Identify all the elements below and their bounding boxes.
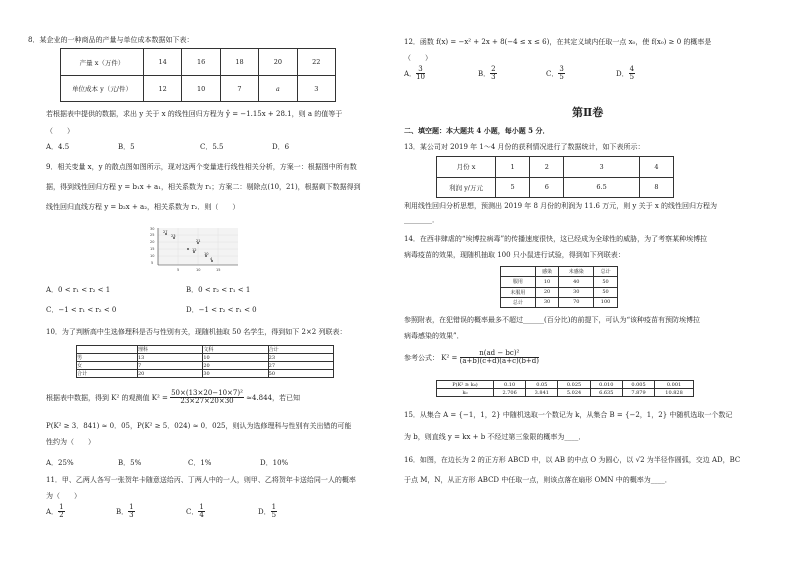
x-tick: 5 (177, 268, 180, 272)
cell: 3.841 (526, 389, 558, 397)
formula-numerator: 50×(13×20−10×7)² (171, 389, 243, 397)
q10-line1: 10．为了判断高中生选修理科是否与性别有关，现随机抽取 50 名学生，得到如下 2×2 列联表： (46, 328, 347, 336)
denominator: 4 (199, 511, 204, 520)
cell: 6 (530, 177, 564, 198)
cell: 27 (268, 362, 333, 370)
q11-option-a (46, 504, 65, 520)
q9-option-b: B．0 < r₂ < r₁ < 1 (186, 286, 251, 294)
q8-cell: 14 (144, 49, 182, 76)
q10-option-c: C．1% (188, 459, 212, 467)
formula-numerator: n(ad − bc)² (460, 350, 539, 358)
q14-line3: 参照附表，在犯错误的概率最多不超过______(百分比)的前提下，可认为“该种疫苗有预防埃博拉 (404, 316, 701, 324)
numerator: 4 (629, 65, 635, 73)
numerator: 1 (59, 503, 64, 511)
q13-row1-label: 月份 x (437, 157, 496, 178)
cell: 女 (77, 362, 138, 370)
option-fraction (198, 504, 204, 520)
q12-option-c (546, 66, 565, 82)
point-label: 12 (192, 248, 197, 252)
cell: 100 (594, 297, 618, 307)
cell: 理科 (138, 346, 203, 354)
q10-table (76, 345, 334, 378)
cell: 13 (138, 354, 203, 362)
cell: 50 (594, 277, 618, 287)
cell: 5 (496, 177, 530, 198)
x-tick: 15 (216, 268, 221, 272)
q8-cell: 18 (220, 49, 258, 76)
reference-fraction (460, 350, 539, 366)
q8-cell: 3 (297, 76, 335, 102)
denominator: 3 (129, 511, 134, 520)
cell (77, 346, 138, 354)
reference-label: 参考公式： (404, 353, 439, 362)
q8-option-b: B．5 (118, 143, 135, 151)
cell: 10 (535, 277, 559, 287)
option-fraction (58, 504, 64, 520)
cell: 30 (203, 370, 268, 378)
cell: 未服用 (501, 287, 536, 297)
option-fraction (416, 66, 425, 82)
q13-line2: 利用线性回归分析思想，预测出 2019 年 8 月份的利润为 11.6 万元，则 y 关于 x 的线性回归方程为 (404, 202, 718, 210)
q14-reference-formula (404, 350, 539, 366)
q9-option-d: D．−1 < r₂ < r₁ < 0 (186, 306, 257, 314)
y-tick: 30 (150, 227, 155, 231)
q12-line1: 12．函数 f(x) = −x² + 2x + 8(−4 ≤ x ≤ 6)，在其定义域内任取一点 x₀，使 f(x₀) ≥ 0 的概率是 (404, 38, 712, 46)
part2-subtitle: 二、填空题：本大题共 4 小题，每小题 5 分． (404, 126, 550, 135)
numerator: 3 (416, 66, 425, 74)
q8-cell: 10 (182, 76, 220, 102)
k2-symbol: K² = (441, 353, 460, 362)
scatter-point (187, 248, 189, 250)
cell: 合计 (77, 370, 138, 378)
option-fraction (558, 66, 564, 82)
q8-row1-label: 产量 x（万件） (61, 49, 144, 76)
q15-line2: 为 b，则直线 y = kx + b 不经过第三象限的概率为____． (404, 433, 586, 441)
cell: 文科 (203, 346, 268, 354)
q10-option-d: D．10% (260, 459, 289, 467)
q8-question: 若根据表中提供的数据，求出 y 关于 x 的线性回归方程为 ŷ = −1.15x + 28.1，则 a 的值等于 (46, 110, 343, 118)
q9-line1: 9．相关变量 x，y 的散点图如图所示，现对这两个变量进行线性相关分析，方案一：根据图中所有数 (46, 163, 357, 171)
cell: 50 (268, 370, 333, 378)
cell: 6.5 (564, 177, 639, 198)
q13-line1: 13．某公司对 2019 年 1～4 月份的获利情况进行了数据统计，如下表所示： (404, 143, 645, 151)
cell: 3 (564, 157, 639, 178)
cell: 2.706 (494, 389, 526, 397)
cell: 男 (77, 354, 138, 362)
cell: 4 (639, 157, 673, 178)
point-label: 27 (163, 230, 168, 234)
q10-line3: P(K² ≥ 3．841) ≈ 0．05，P(K² ≥ 5．024) ≈ 0．025，则认为选修理科与性别有关出错的可能 (46, 422, 352, 430)
option-letter: B． (116, 507, 129, 516)
q10-option-a: A．25% (46, 459, 74, 467)
q8-cell: 12 (144, 76, 182, 102)
y-tick: 20 (150, 240, 155, 244)
denominator: 5 (559, 73, 564, 82)
formula-denominator: 23×27×20×30 (180, 397, 234, 406)
cell: 0.10 (494, 381, 526, 389)
q9-line3: 线性回归直线方程 y = b₂x + a₂，相关系数为 r₂．则（ ） (46, 203, 240, 211)
q12-paren: （ ） (404, 54, 432, 62)
q15-line1: 15．从集合 A = {−1，1，2} 中随机选取一个数记为 k，从集合 B = {−2，1，2} 中随机选取一个数记 (404, 411, 733, 419)
q14-line1: 14．在西非肆虐的“埃博拉病毒”的传播速度很快，这已经成为全球性的威胁，为了考察某种埃博拉 (404, 235, 708, 243)
point-label: 21 (196, 239, 201, 243)
cell: 0.001 (655, 381, 694, 389)
cell: P(K² ≥ k₀) (437, 381, 494, 389)
denominator: 10 (416, 73, 425, 82)
q12-option-d (616, 66, 635, 82)
q8-cell: 22 (297, 49, 335, 76)
cell: 感染 (535, 267, 559, 277)
y-tick: 25 (150, 233, 155, 237)
q12-option-b (478, 66, 497, 82)
denominator: 2 (59, 511, 64, 520)
x-tick: 10 (196, 268, 201, 272)
q8-table (60, 48, 336, 102)
q9-option-c: C．−1 < r₁ < r₂ < 0 (46, 306, 117, 314)
option-fraction (490, 66, 496, 82)
q11-option-c (186, 504, 205, 520)
q14-line2: 病毒疫苗的效果，现随机抽取 100 只小鼠进行试验，得到如下列联表： (404, 251, 625, 259)
cell: 50 (594, 287, 618, 297)
q10-formula (170, 390, 244, 406)
cell: 合计 (268, 346, 333, 354)
q8-option-a: A．4.5 (46, 143, 70, 151)
point-label: 23 (171, 234, 176, 238)
q8-option-c: C．5.5 (200, 143, 224, 151)
option-letter: B． (478, 69, 491, 78)
cell: 7.879 (622, 389, 654, 397)
y-tick: 10 (150, 254, 155, 258)
cell: 70 (559, 297, 594, 307)
cell: 6.635 (590, 389, 622, 397)
cell: k₀ (437, 389, 494, 397)
numerator: 1 (129, 503, 134, 511)
cell: 0.05 (526, 381, 558, 389)
q8-row2-label: 单位成本 y（元/件） (61, 76, 144, 102)
cell: 20 (203, 362, 268, 370)
cell: 5.024 (558, 389, 590, 397)
q9-line2: 据，得到线性回归方程 y = b₁x + a₁，相关系数为 r₁；方案二：剔除点(10，21)，根据剩下数据得到 (46, 183, 361, 191)
cell: 0.010 (590, 381, 622, 389)
q11-line1: 11．甲、乙两人各写一张贺年卡随意送给丙、丁两人中的一人，则甲、乙将贺年卡送给同一人的概率 (46, 476, 356, 484)
option-letter: A． (404, 69, 417, 78)
q8-paren: （ ） (46, 127, 74, 135)
option-fraction (629, 66, 635, 82)
denominator: 5 (271, 511, 277, 520)
q11-option-d (258, 504, 277, 520)
cell: 30 (535, 297, 559, 307)
cell: 总计 (501, 297, 536, 307)
q10-option-b: B．5% (118, 459, 142, 467)
q11-option-b (116, 504, 135, 520)
q8-cell: 16 (182, 49, 220, 76)
q8-cell: 7 (220, 76, 258, 102)
formula-denominator: (a+b)(c+d)(a+c)(b+d) (459, 357, 540, 366)
point-label: 4 (210, 257, 213, 261)
cell: 2 (530, 157, 564, 178)
q10-line4: 性约为（ ） (46, 438, 95, 446)
numerator: 3 (559, 65, 564, 73)
point-label: 10 (204, 252, 209, 256)
cell: 8 (639, 177, 673, 198)
option-letter: C． (546, 69, 559, 78)
option-fraction (271, 504, 277, 520)
numerator: 1 (199, 503, 204, 511)
q8-cell: a (259, 76, 297, 102)
q12-option-a (404, 66, 425, 82)
q14-table (500, 266, 618, 308)
cell: 0.005 (622, 381, 654, 389)
k2-symbol: K² = (151, 393, 171, 402)
q13-line3: ________． (404, 216, 439, 224)
cell: 未感染 (559, 267, 594, 277)
cell: 40 (559, 277, 594, 287)
q10-line2 (46, 390, 300, 406)
option-letter: D． (616, 69, 629, 78)
q16-line2: 于点 M，N，从正方形 ABCD 中任取一点，则该点落在扇形 OMN 中的概率为____． (404, 476, 672, 484)
denominator: 3 (491, 73, 496, 82)
cell: 7 (138, 362, 203, 370)
cell: 20 (138, 370, 203, 378)
numerator: 2 (491, 65, 496, 73)
q10-formula-tail: ≈4.844，若已知 (246, 393, 301, 402)
cell: 1 (496, 157, 530, 178)
q11-line2: 为（ ） (46, 492, 81, 500)
cell: 23 (268, 354, 333, 362)
q8-text: 8．某企业的一种商品的产量与单位成本数据如下表： (28, 36, 194, 44)
cell: 0.025 (558, 381, 590, 389)
denominator: 5 (629, 73, 635, 82)
q9-option-a: A．0 < r₁ < r₂ < 1 (46, 286, 111, 294)
q10-line2-text: 根据表中数据，得到 K² 的观测值 (46, 393, 150, 402)
q14-reference-table (436, 380, 694, 397)
q13-row2-label: 利润 y/万元 (437, 177, 496, 198)
y-tick: 5 (151, 261, 154, 265)
part2-title: 第Ⅱ卷 (572, 106, 604, 119)
q8-cell: 20 (259, 49, 297, 76)
y-tick: 15 (150, 247, 155, 251)
cell: 服用 (501, 277, 536, 287)
q13-table (436, 156, 674, 198)
numerator: 1 (271, 503, 277, 511)
option-letter: A． (46, 507, 59, 516)
cell: 10.828 (655, 389, 694, 397)
cell (501, 267, 536, 277)
option-letter: D． (258, 507, 271, 516)
cell: 30 (559, 287, 594, 297)
cell: 20 (535, 287, 559, 297)
option-fraction (128, 504, 134, 520)
option-letter: C． (186, 507, 199, 516)
q9-scatter-plot (148, 225, 243, 275)
cell: 总计 (594, 267, 618, 277)
q16-line1: 16．如图，在边长为 2 的正方形 ABCD 中，以 AB 的中点 O 为圆心，以 √2 为半径作圆弧，交边 AD，BC (404, 456, 741, 464)
q14-line4: 病毒感染的效果”． (404, 332, 464, 340)
cell: 10 (203, 354, 268, 362)
q8-option-d: D．6 (272, 143, 290, 151)
